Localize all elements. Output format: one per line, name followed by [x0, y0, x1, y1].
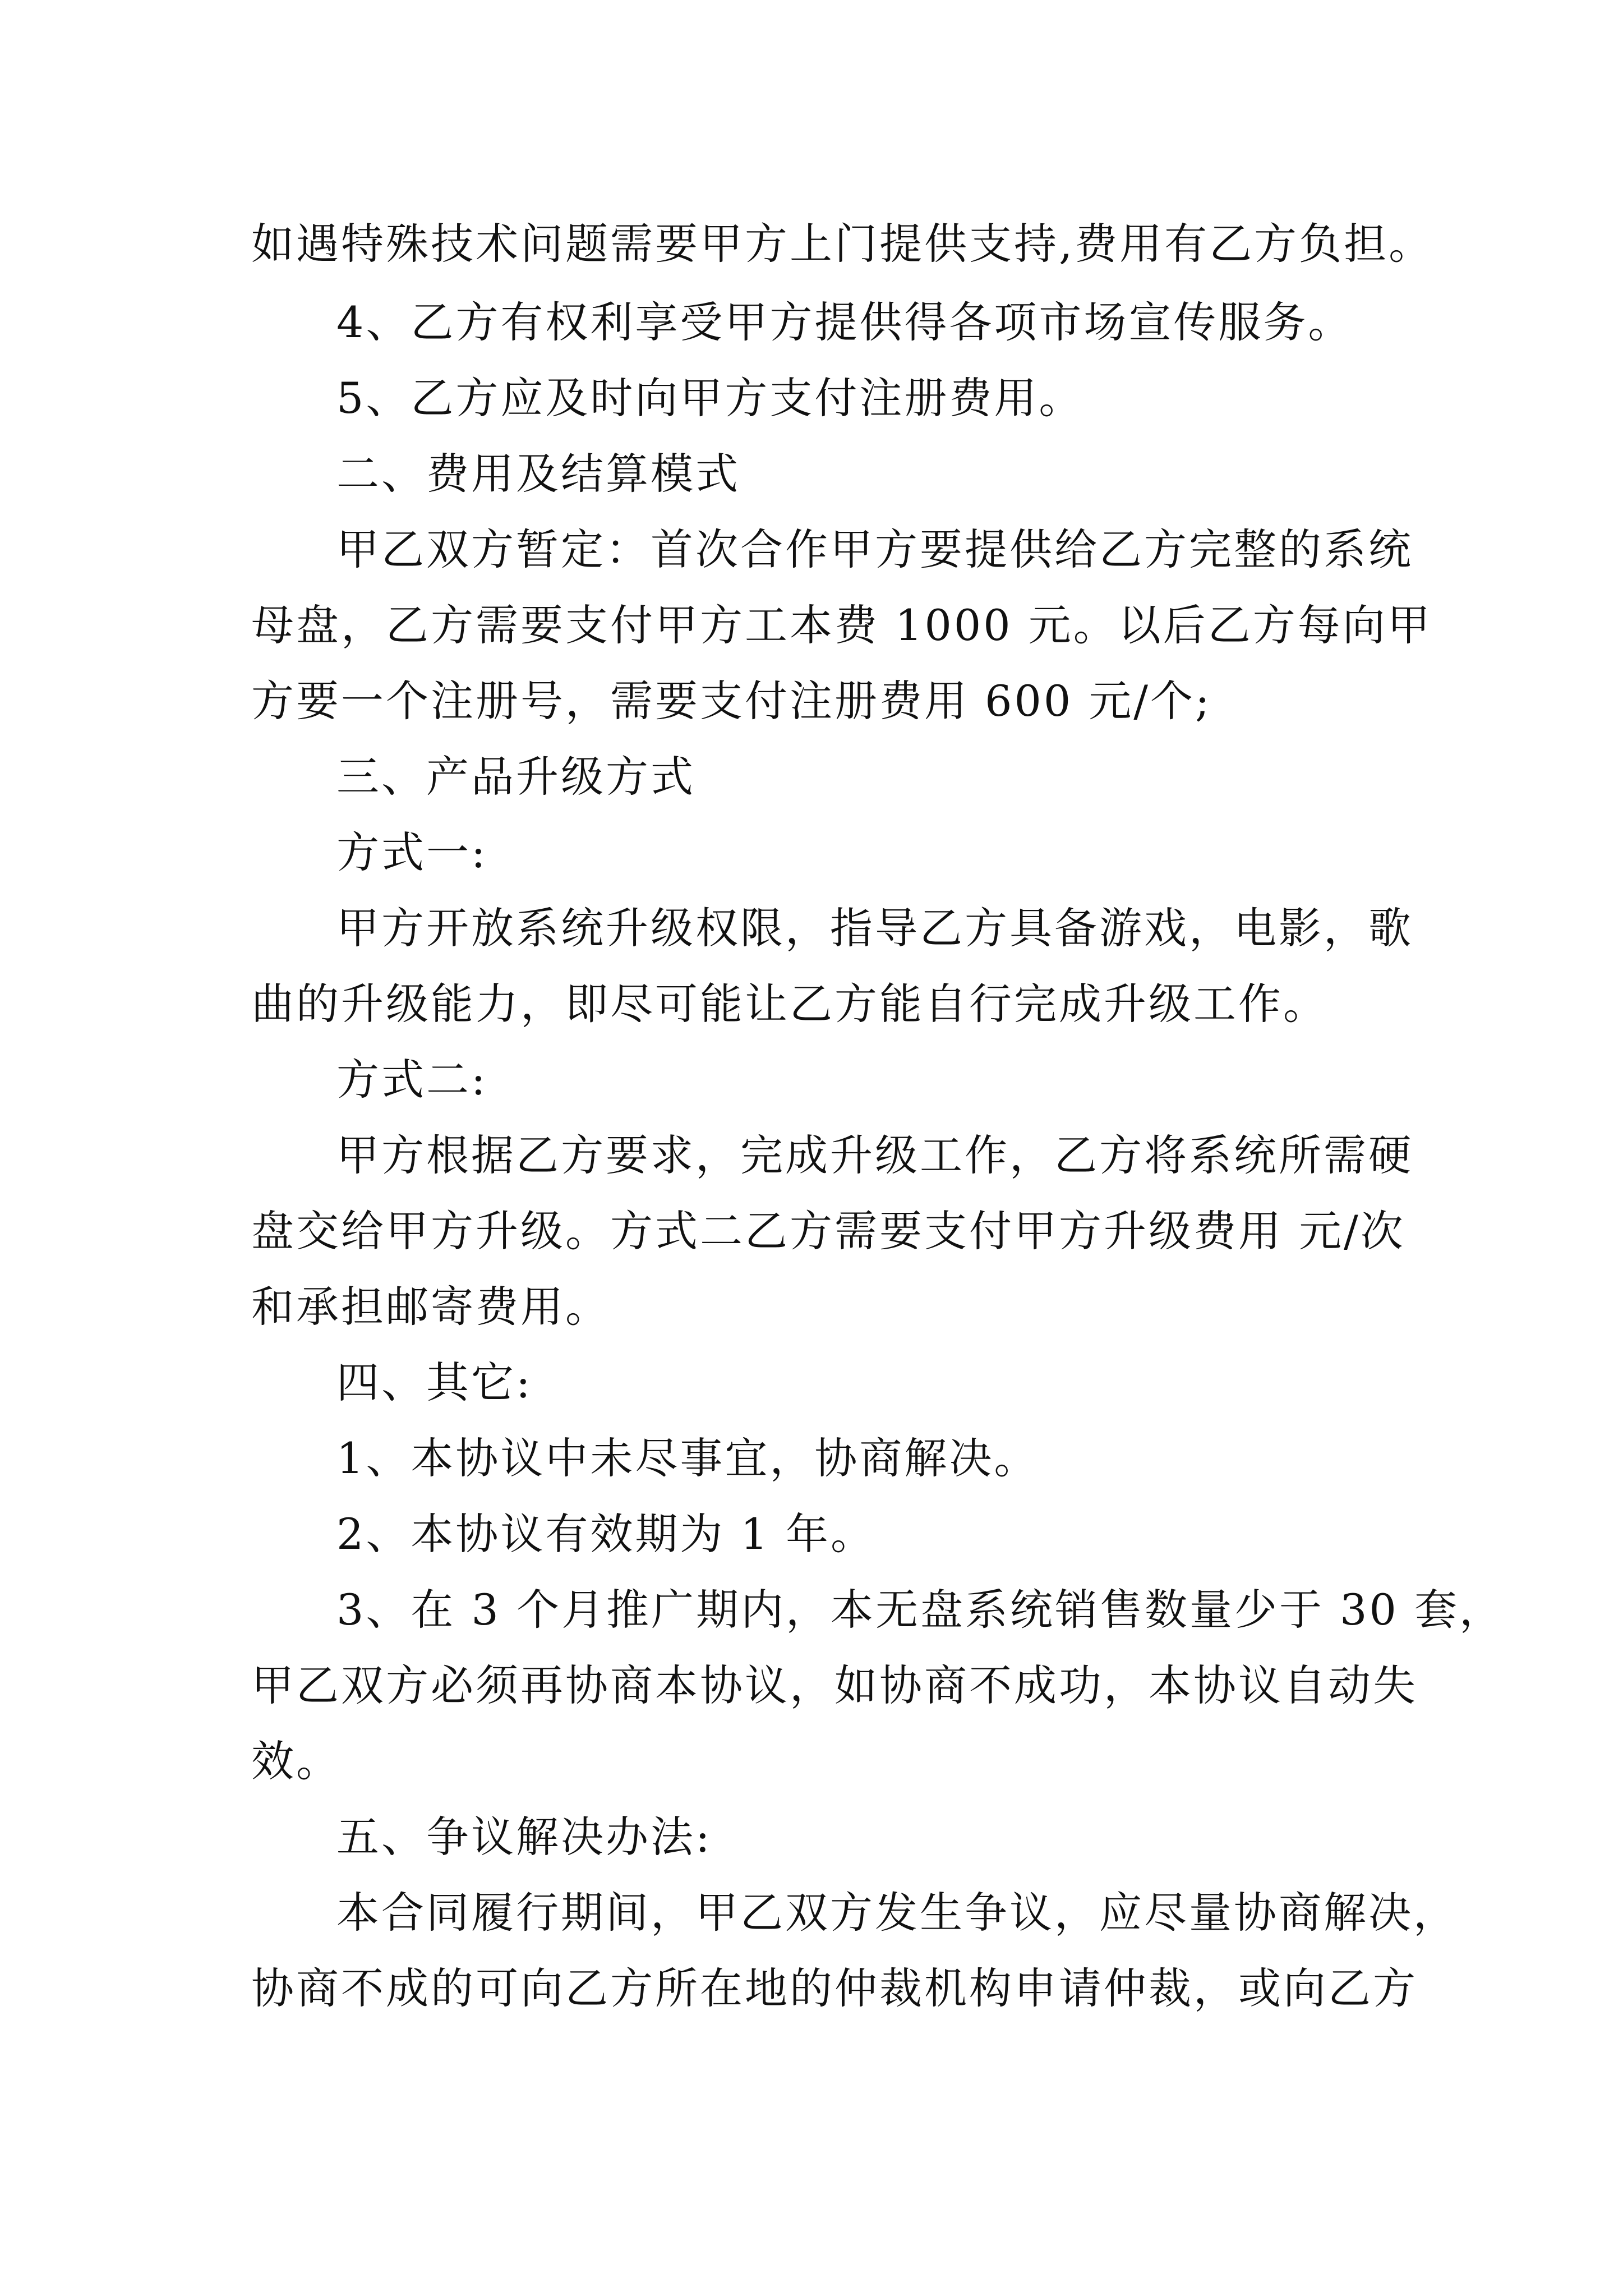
text-line: 甲乙双方暂定：首次合作甲方要提供给乙方完整的系统 — [336, 524, 1413, 574]
text-line: 方要一个注册号，需要支付注册费用 600 元/个; — [251, 676, 1212, 726]
text-line: 4、乙方有权利享受甲方提供得各项市场宣传服务。 — [336, 297, 1353, 347]
text-line: 效。 — [251, 1736, 341, 1786]
text-line: 和承担邮寄费用。 — [251, 1282, 610, 1332]
text-line: 甲乙双方必须再协商本协议，如协商不成功，本协议自动失 — [251, 1660, 1418, 1710]
text-line: 3、在 3 个月推广期内，本无盘系统销售数量少于 30 套， — [336, 1585, 1505, 1635]
text-line: 甲方开放系统升级权限，指导乙方具备游戏，电影，歌 — [336, 903, 1413, 953]
text-line: 2、本协议有效期为 1 年。 — [336, 1509, 876, 1559]
text-line: 盘交给甲方升级。方式二乙方需要支付甲方升级费用 元/次 — [251, 1206, 1405, 1256]
text-line: 甲方根据乙方要求，完成升级工作，乙方将系统所需硬 — [336, 1130, 1413, 1180]
text-line: 5、乙方应及时向甲方支付注册费用。 — [336, 373, 1084, 423]
text-line: 1、本协议中未尽事宜，协商解决。 — [336, 1433, 1039, 1483]
section-heading: 五、争议解决办法: — [336, 1812, 712, 1862]
subheading: 方式一: — [336, 827, 488, 877]
section-heading: 二、费用及结算模式 — [336, 449, 740, 499]
text-line: 协商不成的可向乙方所在地的仲裁机构申请仲裁，或向乙方 — [251, 1963, 1418, 2013]
text-line: 曲的升级能力，即尽可能让乙方能自行完成升级工作。 — [251, 979, 1328, 1029]
text-line: 本合同履行期间，甲乙双方发生争议，应尽量协商解决， — [336, 1888, 1458, 1938]
section-heading: 三、产品升级方式 — [336, 752, 695, 802]
section-heading: 四、其它: — [336, 1358, 533, 1407]
subheading: 方式二: — [336, 1055, 488, 1105]
text-line: 如遇特殊技术问题需要甲方上门提供支持,费用有乙方负担。 — [251, 219, 1434, 269]
text-line: 母盘，乙方需要支付甲方工本费 1000 元。以后乙方每向甲 — [251, 600, 1432, 650]
